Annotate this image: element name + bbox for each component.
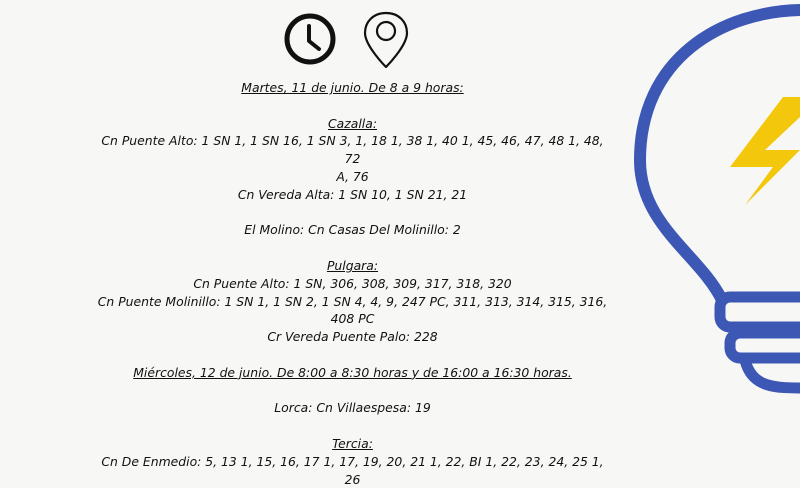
schedule-content xyxy=(95,79,610,488)
street-line: A, 76 xyxy=(336,168,369,184)
heading-wednesday: Miércoles, 12 de junio. De 8:00 a 8:30 horas y de 16:00 a 16:30 horas. xyxy=(133,364,572,380)
lightbulb-icon xyxy=(620,0,800,400)
street-line: Cn Puente Molinillo: 1 SN 1, 1 SN 2, 1 SN 4, 4, 9, 247 PC, 311, 313, 314, 315, 316, xyxy=(97,293,608,309)
locality-el-molino: El Molino: Cn Casas Del Molinillo: 2 xyxy=(244,222,461,238)
street-line: Cn Puente Alto: 1 SN 1, 1 SN 16, 1 SN 3, 1, 18 1, 38 1, 40 1, 45, 46, 47, 48 1, 48, 72 xyxy=(101,133,604,167)
location-pin-icon xyxy=(361,10,411,70)
locality-tercia: Tercia: xyxy=(332,435,373,451)
street-line: 408 PC xyxy=(330,311,375,327)
street-line: Cr Vereda Puente Palo: 228 xyxy=(267,329,438,345)
locality-cazalla: Cazalla: xyxy=(328,115,377,131)
heading-tuesday: Martes, 11 de junio. De 8 a 9 horas: xyxy=(241,80,464,95)
locality-pulgara: Pulgara: xyxy=(326,257,379,273)
street-line: Cn De Enmedio: 5, 13 1, 15, 16, 17 1, 17, 19, 20, 21 1, 22, BI 1, 22, 23, 24, 25 1, 26 xyxy=(101,453,604,487)
street-line: Cn Vereda Alta: 1 SN 10, 1 SN 21, 21 xyxy=(237,186,468,202)
lightning-bolt-icon xyxy=(730,97,800,205)
header-icons xyxy=(283,10,413,70)
locality-lorca: Lorca: Cn Villaespesa: 19 xyxy=(274,400,431,416)
clock-icon xyxy=(283,10,337,66)
street-line: Cn Puente Alto: 1 SN, 306, 308, 309, 317, 318, 320 xyxy=(193,275,512,291)
